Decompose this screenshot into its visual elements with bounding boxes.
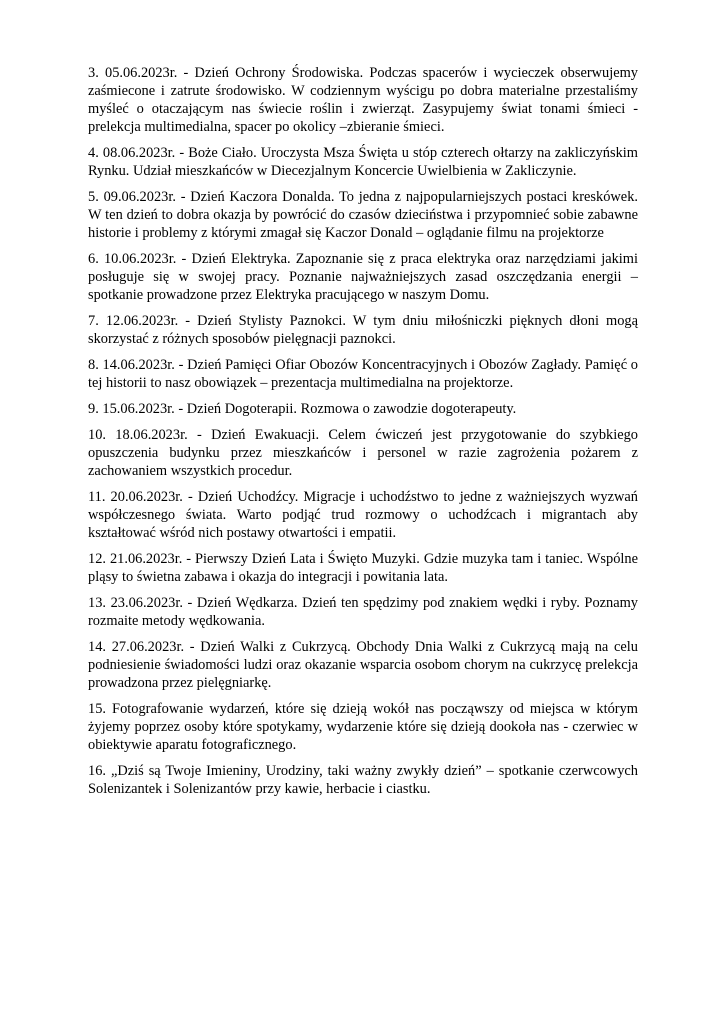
paragraph-item-7: 7. 12.06.2023r. - Dzień Stylisty Paznokci. W tym dniu miłośniczki pięknych dłoni mogą skorzystać z różnych sposobów pielęgnacji paznokci.: [88, 313, 638, 347]
paragraph-item-11: 11. 20.06.2023r. - Dzień Uchodźcy. Migracje i uchodźstwo to jedne z ważniejszych wyzwań współczesnego świata. Warto podjąć trud rozmowy o uchodźcach i migrantach aby kształtować wśród nich postawy otwartości i empatii.: [88, 489, 638, 541]
paragraph-item-5: 5. 09.06.2023r. - Dzień Kaczora Donalda. To jedna z najpopularniejszych postaci kreskówek. W ten dzień to dobra okazja by powrócić do czasów dzieciństwa i przypomnieć sobie zabawne historie i problemy z którymi zmagał się Kaczor Donald – oglądanie filmu na projektorze: [88, 189, 638, 241]
paragraph-item-8: 8. 14.06.2023r. - Dzień Pamięci Ofiar Obozów Koncentracyjnych i Obozów Zagłady. Pamięć o tej historii to nasz obowiązek – prezentacja multimedialna na projektorze.: [88, 357, 638, 391]
paragraph-item-14: 14. 27.06.2023r. - Dzień Walki z Cukrzycą. Obchody Dnia Walki z Cukrzycą mają na celu podniesienie świadomości ludzi oraz okazanie wsparcia osobom chorym na cukrzycę prelekcja prowadzona przez pielęgniarkę.: [88, 639, 638, 691]
paragraph-item-6: 6. 10.06.2023r. - Dzień Elektryka. Zapoznanie się z praca elektryka oraz narzędziami jakimi posługuje się w swojej pracy. Poznanie najważniejszych zasad oszczędzania energii – spotkanie prowadzone przez Elektryka pracującego w naszym Domu.: [88, 251, 638, 303]
paragraph-item-10: 10. 18.06.2023r. - Dzień Ewakuacji. Celem ćwiczeń jest przygotowanie do szybkiego opuszczenia budynku przez mieszkańców i personel w razie zagrożenia pożarem z zachowaniem wszystkich procedur.: [88, 427, 638, 479]
paragraph-item-4: 4. 08.06.2023r. - Boże Ciało. Uroczysta Msza Święta u stóp czterech ołtarzy na zakliczyńskim Rynku. Udział mieszkańców w Diecezjalnym Koncercie Uwielbienia w Zakliczynie.: [88, 145, 638, 179]
paragraph-item-13: 13. 23.06.2023r. - Dzień Wędkarza. Dzień ten spędzimy pod znakiem wędki i ryby. Poznamy rozmaite metody wędkowania.: [88, 595, 638, 629]
paragraph-item-12: 12. 21.06.2023r. - Pierwszy Dzień Lata i Święto Muzyki. Gdzie muzyka tam i taniec. Wspólne pląsy to świetna zabawa i okazja do integracji i powitania lata.: [88, 551, 638, 585]
paragraph-item-9: 9. 15.06.2023r. - Dzień Dogoterapii. Rozmowa o zawodzie dogoterapeuty.: [88, 401, 517, 417]
paragraph-item-16: 16. „Dziś są Twoje Imieniny, Urodziny, taki ważny zwykły dzień” – spotkanie czerwcowych Solenizantek i Solenizantów przy kawie, herbacie i ciastku.: [88, 763, 638, 797]
paragraph-item-15: 15. Fotografowanie wydarzeń, które się dzieją wokół nas począwszy od miejsca w którym żyjemy poprzez osoby które spotykamy, wydarzenie które się dzieją dookoła nas - czerwiec w obiektywie aparatu fotograficznego.: [88, 701, 638, 753]
paragraph-item-3: 3. 05.06.2023r. - Dzień Ochrony Środowiska. Podczas spacerów i wycieczek obserwujemy zaśmiecone i zatrute środowisko. W codziennym wyścigu po dobra materialne przestaliśmy myśleć o otaczającym nas świecie roślin i zwierząt. Zasypujemy świat tonami śmieci - prelekcja multimedialna, spacer po okolicy –zbieranie śmieci.: [88, 65, 638, 135]
document-page: [88, 64, 638, 806]
